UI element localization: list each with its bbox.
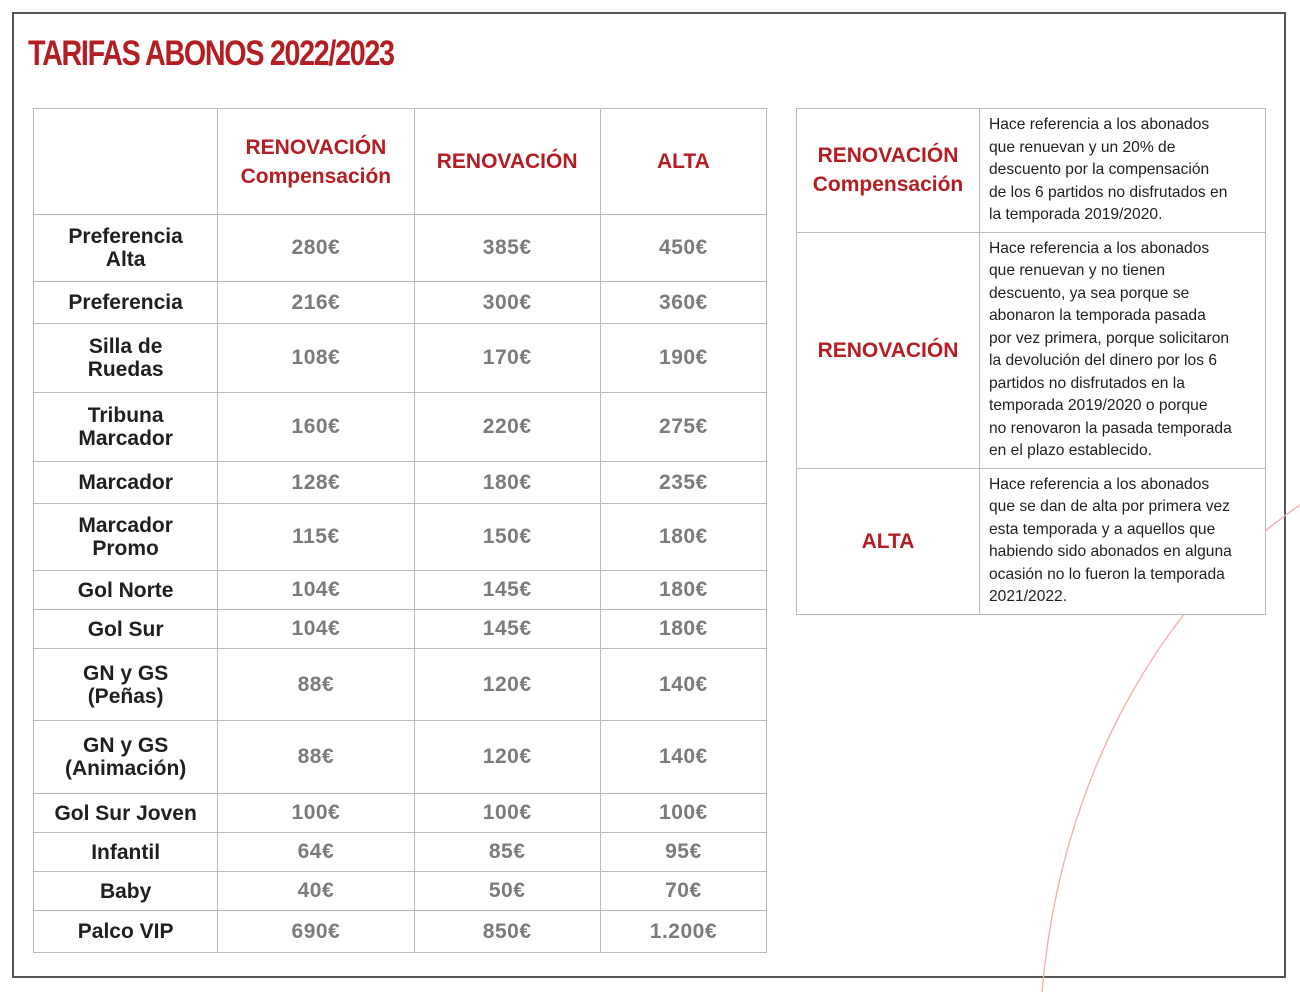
- table-row: [34, 393, 767, 462]
- row-label: Gol Sur: [34, 610, 218, 649]
- definition-term: RENOVACIÓN: [797, 232, 980, 468]
- price-cell: 115€: [218, 504, 414, 571]
- definition-text: Hace referencia a los abonados que renuevan y un 20% de descuento por la compensación de los 6 partidos no disfrutados en la temporada 2019/2020.: [980, 109, 1266, 233]
- price-cell: 385€: [414, 215, 600, 282]
- definitions-table: [796, 108, 1266, 615]
- definition-text: Hace referencia a los abonados que se dan de alta por primera vez esta temporada y a aquellos que habiendo sido abonados en alguna ocasión no lo fueron la temporada 2021/2022.: [980, 468, 1266, 614]
- table-row: [34, 721, 767, 794]
- row-label: Palco VIP: [34, 911, 218, 953]
- price-cell: 100€: [414, 794, 600, 833]
- header-renovacion: RENOVACIÓN: [414, 109, 600, 215]
- price-cell: 180€: [600, 571, 766, 610]
- row-label: Marcador Promo: [34, 504, 218, 571]
- price-cell: 235€: [600, 462, 766, 504]
- price-cell: 120€: [414, 721, 600, 794]
- price-cell: 170€: [414, 324, 600, 393]
- page-title: TARIFAS ABONOS 2022/2023: [28, 34, 394, 73]
- price-cell: 64€: [218, 833, 414, 872]
- price-cell: 280€: [218, 215, 414, 282]
- definition-text: Hace referencia a los abonados que renuevan y no tienen descuento, ya sea porque se abonaron la temporada pasada por vez primera, porque solicitaron la devolución del dinero por los 6 partidos no disfrutados en la temporada 2019/2020 o porque no renovaron la pasada temporada en el plazo establecido.: [980, 232, 1266, 468]
- price-cell: 100€: [218, 794, 414, 833]
- price-cell: 70€: [600, 872, 766, 911]
- price-cell: 160€: [218, 393, 414, 462]
- row-label: GN y GS (Animación): [34, 721, 218, 794]
- header-alta: ALTA: [600, 109, 766, 215]
- row-label: Infantil: [34, 833, 218, 872]
- table-row: [34, 504, 767, 571]
- price-cell: 180€: [600, 610, 766, 649]
- row-label: Tribuna Marcador: [34, 393, 218, 462]
- definition-term: ALTA: [797, 468, 980, 614]
- price-cell: 180€: [414, 462, 600, 504]
- price-cell: 88€: [218, 649, 414, 721]
- definition-term: RENOVACIÓN Compensación: [797, 109, 980, 233]
- row-label: Preferencia Alta: [34, 215, 218, 282]
- row-label: Gol Sur Joven: [34, 794, 218, 833]
- definition-row: [797, 468, 1266, 614]
- price-table-header-row: [34, 109, 767, 215]
- table-row: [34, 282, 767, 324]
- price-cell: 50€: [414, 872, 600, 911]
- table-row: [34, 833, 767, 872]
- price-cell: 150€: [414, 504, 600, 571]
- price-cell: 40€: [218, 872, 414, 911]
- price-cell: 300€: [414, 282, 600, 324]
- price-cell: 104€: [218, 571, 414, 610]
- row-label: Gol Norte: [34, 571, 218, 610]
- price-cell: 120€: [414, 649, 600, 721]
- table-row: [34, 649, 767, 721]
- table-row: [34, 872, 767, 911]
- price-cell: 95€: [600, 833, 766, 872]
- price-cell: 145€: [414, 610, 600, 649]
- price-cell: 88€: [218, 721, 414, 794]
- price-cell: 220€: [414, 393, 600, 462]
- table-row: [34, 462, 767, 504]
- row-label: GN y GS (Peñas): [34, 649, 218, 721]
- price-cell: 690€: [218, 911, 414, 953]
- price-cell: 180€: [600, 504, 766, 571]
- price-cell: 216€: [218, 282, 414, 324]
- table-row: [34, 610, 767, 649]
- table-row: [34, 794, 767, 833]
- price-cell: 360€: [600, 282, 766, 324]
- price-table: [33, 108, 767, 953]
- price-cell: 85€: [414, 833, 600, 872]
- price-cell: 100€: [600, 794, 766, 833]
- row-label: Preferencia: [34, 282, 218, 324]
- row-label: Baby: [34, 872, 218, 911]
- price-cell: 104€: [218, 610, 414, 649]
- row-label: Marcador: [34, 462, 218, 504]
- price-cell: 450€: [600, 215, 766, 282]
- price-cell: 140€: [600, 649, 766, 721]
- price-cell: 108€: [218, 324, 414, 393]
- table-row: [34, 571, 767, 610]
- price-cell: 1.200€: [600, 911, 766, 953]
- row-label: Silla de Ruedas: [34, 324, 218, 393]
- table-row: [34, 911, 767, 953]
- price-cell: 145€: [414, 571, 600, 610]
- definition-row: [797, 232, 1266, 468]
- table-row: [34, 324, 767, 393]
- price-cell: 128€: [218, 462, 414, 504]
- price-cell: 140€: [600, 721, 766, 794]
- table-row: [34, 215, 767, 282]
- price-cell: 850€: [414, 911, 600, 953]
- price-cell: 190€: [600, 324, 766, 393]
- header-renovacion-compensacion: RENOVACIÓN Compensación: [218, 109, 414, 215]
- header-empty-cell: [34, 109, 218, 215]
- definition-row: [797, 109, 1266, 233]
- price-cell: 275€: [600, 393, 766, 462]
